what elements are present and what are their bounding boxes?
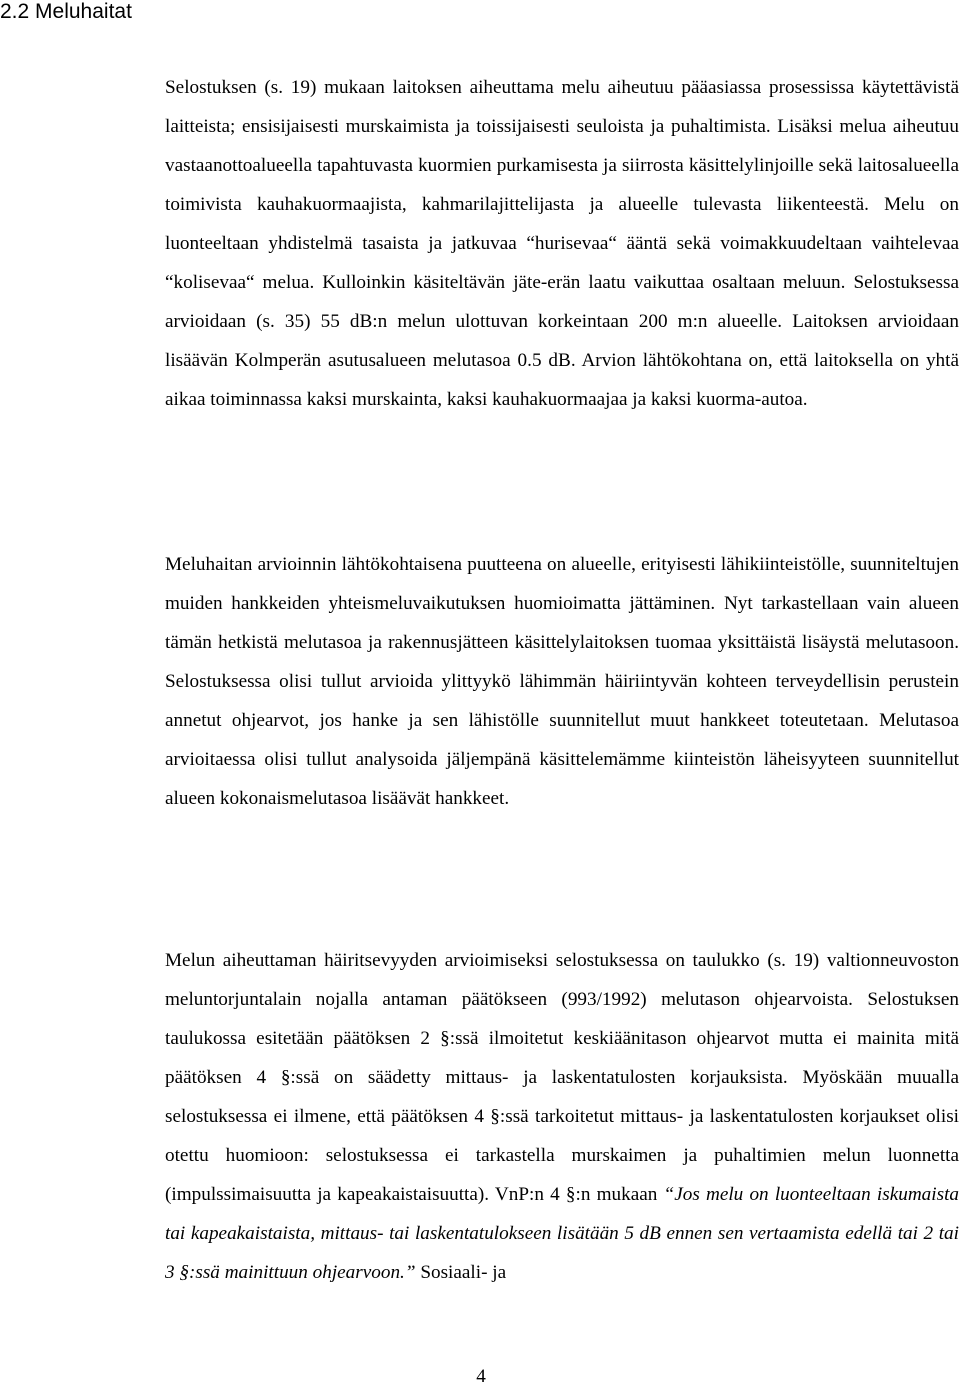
regulation-quote: “Jos melu on luonteeltaan iskumaista tai kapeakaistaista, mittaus- tai laskentatulokseen lisätään 5 dB ennen sen vertaamista edellä tai 2 tai 3 §:ssä mainittuun ohjearvoon.” — [165, 1184, 960, 1283]
paragraph-guideline-values — [165, 941, 959, 1292]
page-number — [0, 1365, 960, 1389]
paragraph-text-tail: Sosiaali- ja — [415, 1262, 507, 1283]
page-number-text: 4 — [476, 1366, 486, 1387]
section-heading: 2.2 Meluhaitat — [0, 0, 132, 23]
paragraph-noise-sources: Selostuksen (s. 19) mukaan laitoksen aiheuttama melu aiheutuu pääasiassa prosessissa käytettävistä laitteista; ensisijaisesti murskaimista ja toissijaisesti seuloista ja puhaltimista. Lisäksi melua aiheutuu vastaanottoalueella tapahtuvasta kuormien purkamisesta ja siirrosta käsittelylinjoille sekä laitosalueella toimivista kauhakuormaajista, kahmarilajittelijasta ja alueelle tulevasta liikenteestä. Melu on luonteeltaan yhdistelmä tasaista ja jatkuvaa “hurisevaa“ ääntä sekä voimakkuudeltaan vaihtelevaa “kolisevaa“ melua. Kulloinkin käsiteltävän jäte-erän laatu vaikuttaa osaltaan meluun. Selostuksessa arvioidaan (s. 35) 55 dB:n melun ulottuvan korkeintaan 200 m:n alueelle. Laitoksen arvioidaan lisäävän Kolmperän asutusalueen melutasoa 0.5 dB. Arvion lähtökohtana on, että laitoksella on yhtä aikaa toiminnassa kaksi murskainta, kaksi kauhakuormaajaa ja kaksi kuorma-autoa. — [165, 77, 959, 410]
paragraph-assessment-shortcomings: Meluhaitan arvioinnin lähtökohtaisena puutteena on alueelle, erityisesti lähikiinteistölle, suunniteltujen muiden hankkeiden yhteismeluvaikutuksen huomioimatta jättäminen. Nyt tarkastellaan vain alueen tämän hetkistä melutasoa ja rakennusjätteen käsittelylaitoksen tuomaa yksittäistä lisäystä melutasoon. Selostuksessa olisi tullut arvioida ylittyykö lähimmän häiriintyvän kohteen terveydellisin perustein annetut ohjearvot, jos hanke ja sen lähistölle suunnitellut muut hankkeet toteutetaan. Melutasoa arvioitaessa olisi tullut analysoida jäljempänä käsittelemämme kiinteistön läheisyyteen suunnitellut alueen kokonaismelutasoa lisäävät hankkeet. — [165, 554, 959, 809]
paragraph-text: Melun aiheuttaman häiritsevyyden arvioimiseksi selostuksessa on taulukko (s. 19) valtionneuvoston meluntorjuntalain nojalla antaman päätökseen (993/1992) melutason ohjearvoista. Selostuksen taulukossa esitetään päätöksen 2 §:ssä ilmoitetut keskiäänitason ohjearvot mutta ei mainita mitä päätöksen 4 §:ssä on säädetty mittaus- ja laskentatulosten korjauksista. Myöskään muualla selostuksessa ei ilmene, että päätöksen 4 §:ssä tarkoitetut mittaus- ja laskentatulosten korjaukset olisi otettu huomioon: selostuksessa ei tarkastella murskaimen ja puhaltimien melun luonnetta (impulssimaisuutta ja kapeakaistaisuutta). VnP:n 4 §:n mukaan — [165, 950, 959, 1205]
